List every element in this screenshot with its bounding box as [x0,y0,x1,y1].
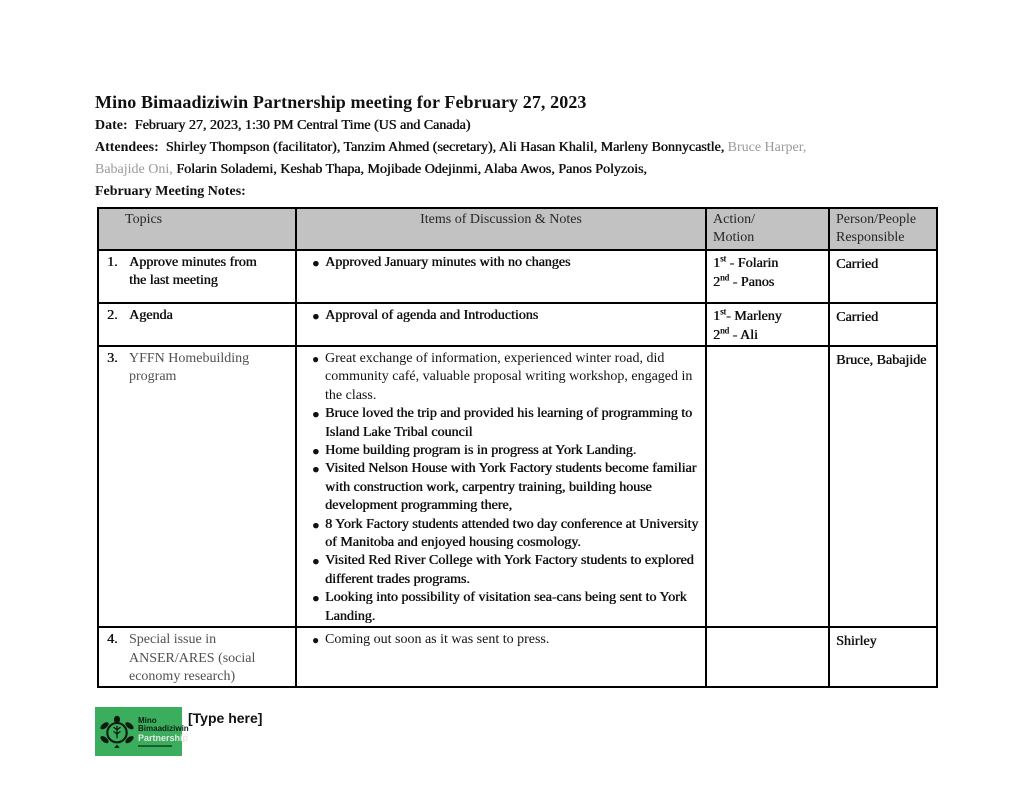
date-value: February 27, 2023, 1:30 PM Central Time (US and Canada) [134,118,471,133]
logo-text [138,717,189,747]
motion-name: - Panos [729,275,775,290]
column-header-action [706,208,829,250]
column-header-items: Items of Discussion & Notes [296,208,706,250]
column-header-person-line1: Person/People [836,212,917,227]
bullet-icon: ● [312,444,320,459]
motion-ordinal-suffix: st [720,253,727,264]
motion-ordinal-suffix: nd [720,272,729,283]
action-motion-cell [706,346,829,627]
topic-cell [98,303,296,346]
topic-text: Approve minutes from the last meeting [129,255,257,289]
topic-cell [98,250,296,303]
motion-name: - Marleny [726,309,782,324]
topic-number: 4. [107,632,118,648]
date-line [95,115,937,137]
list-item [303,516,699,553]
attendees-names-gray-2: Babajide Oni, [95,162,173,177]
list-item [303,552,699,589]
table-row [98,250,937,303]
bullet-icon: ● [312,591,320,606]
bullet-icon: ● [312,462,320,477]
topic-text: YFFN Homebuilding program [129,351,250,385]
motion-name: - Ali [729,328,758,343]
bullet-icon: ● [312,309,320,323]
table-row [98,303,937,346]
bullet-text: Bruce loved the trip and provided his learning of programming to Island Lake Tribal council [325,406,693,440]
list-item [303,460,699,515]
attendees-label: Attendees: [95,140,159,155]
list-item [303,631,699,649]
motion-ordinal: 1 [713,256,720,271]
column-header-person-line2: Responsible [836,230,905,245]
bullet-icon: ● [312,554,320,569]
bullet-text: Great exchange of information, experienced winter road, did community café, valuable proposal writing workshop, engaged in the class. [325,351,693,403]
motion-line [713,254,822,273]
motion-line [713,307,822,326]
logo [95,707,189,756]
list-item [303,405,699,442]
discussion-cell [296,303,706,346]
action-motion-cell [706,250,829,303]
topic-number: 1. [107,255,118,270]
attendees-names-black-2: Folarin Solademi, Keshab Thapa, Mojibade Odejinmi, Alaba Awos, Panos Polyzois, [176,162,647,177]
bullet-text: Home building program is in progress at York Landing. [325,443,637,459]
bullet-text: Visited Red River College with York Factory students to explored different trades programs. [325,553,694,587]
page-title: Mino Bimaadiziwin Partnership meeting for February 27, 2023 [95,92,587,112]
motion-ordinal: 2 [713,328,720,343]
person-cell [829,250,937,303]
column-header-action-line1: Action/ [713,212,755,227]
topic-text: Special issue in ANSER/ARES (social economy research) [129,632,256,684]
person-cell [829,627,937,687]
list-item [303,254,699,272]
discussion-cell [296,250,706,303]
motion-ordinal-suffix: st [720,306,727,317]
topic-text: Agenda [129,308,173,323]
list-item [303,307,699,325]
list-item [303,442,699,460]
column-header-person [829,208,937,250]
motion-name: - Folarin [726,256,779,271]
meeting-notes-table [97,207,938,688]
bullet-text: 8 York Factory students attended two day conference at University of Manitoba and enjoyed housing cosmology. [325,516,699,551]
turtle-icon [99,712,135,752]
topic-cell [98,627,296,687]
logo-word-bimaadiziwin: Bimaadiziwin [138,723,189,733]
date-label: Date: [95,118,128,133]
table-row [98,346,937,627]
logo-word-mino: Mino [138,715,157,725]
meeting-notes-label: February Meeting Notes: [95,184,246,199]
action-motion-cell [706,627,829,687]
logo-word-partnership: Partnership [138,732,189,743]
bullet-text: Looking into possibility of visitation sea-cans being sent to York Landing. [325,590,687,624]
motion-line [713,326,822,345]
person-cell [829,346,937,627]
attendees-line-2 [95,159,937,181]
bullet-text: Approved January minutes with no changes [325,255,571,270]
bullet-text: Coming out soon as it was sent to press. [325,632,550,648]
discussion-cell [296,627,706,687]
bullet-text: Visited Nelson House with York Factory students become familiar with construction work, carpentry training, building house development programming there, [325,461,697,514]
motion-ordinal: 1 [713,309,720,324]
attendees-names-gray-1: Bruce Harper, [727,140,807,155]
footer-type-here-placeholder: [Type here] [188,710,263,726]
attendees-names-black-1: Shirley Thompson (facilitator), Tanzim Ahmed (secretary), Ali Hasan Khalil, Marleny Bonnycastle, [165,140,725,155]
person-text: Shirley [836,634,877,650]
logo-tagline-bar [138,745,172,747]
person-cell [829,303,937,346]
topic-number: 3. [107,351,118,366]
column-header-topics: Topics [98,208,296,250]
list-item [303,589,699,626]
column-header-action-line2: Motion [713,230,755,245]
document-page [95,91,937,688]
bullet-icon: ● [312,517,320,532]
motion-ordinal: 2 [713,275,720,290]
person-text: Carried [836,257,878,272]
attendees-line-1 [95,137,937,159]
bullet-icon: ● [312,352,320,366]
bullet-text: Approval of agenda and Introductions [325,308,539,323]
list-item [303,350,699,405]
topic-cell [98,346,296,627]
bullet-icon: ● [312,633,320,648]
motion-ordinal-suffix: nd [720,325,729,336]
bullet-icon: ● [312,256,320,270]
person-text: Carried [836,310,878,325]
table-row [98,627,937,687]
bullet-icon: ● [312,407,320,422]
motion-line [713,273,822,292]
action-motion-cell [706,303,829,346]
table-header-row [98,208,937,250]
person-text: Bruce, Babajide [836,353,927,368]
topic-number: 2. [107,308,118,323]
discussion-cell [296,346,706,627]
